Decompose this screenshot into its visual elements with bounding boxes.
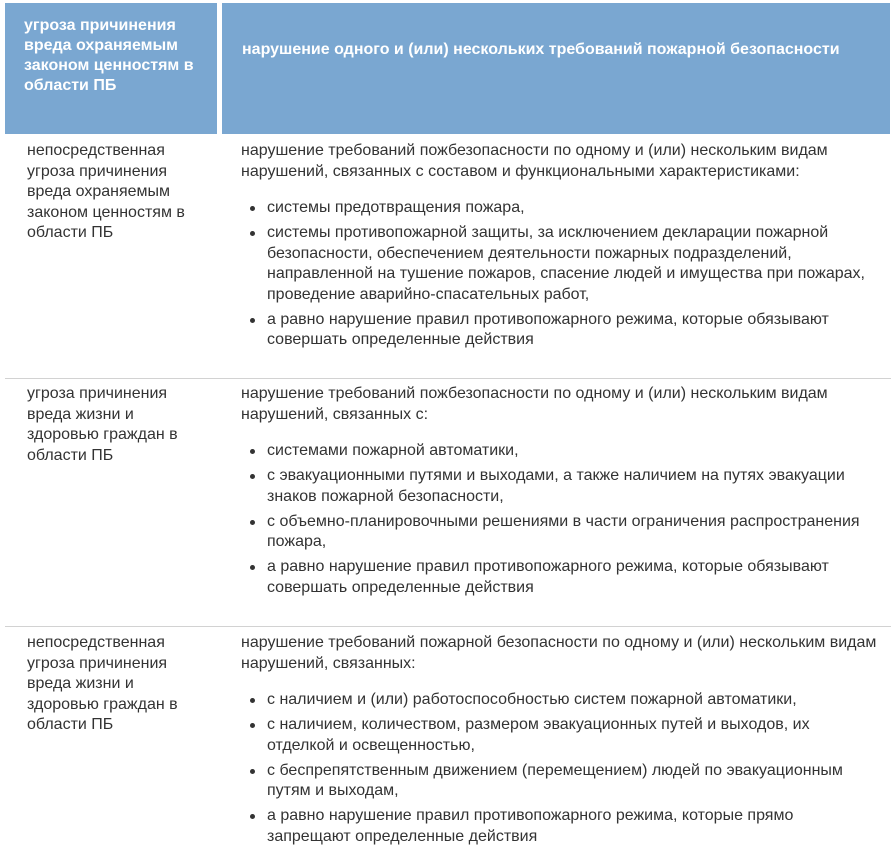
list-item: системы противопожарной защиты, за исключением декларации пожарной безопасности, обеспечением деятельности пожарных подразделений, направленной на тушение пожаров, спасение людей и имущества при пожарах, проведение аварийно-спасательных работ, [241, 223, 881, 305]
row-divider [5, 626, 891, 627]
list-item: а равно нарушение правил противопожарного режима, которые прямо запрещают определенные действия [241, 806, 881, 847]
violation-intro: нарушение требований пожарной безопасности по одному и (или) нескольким видам нарушений, связанных: [241, 634, 877, 672]
row-divider [5, 378, 891, 379]
list-item: а равно нарушение правил противопожарного режима, которые обязывают совершать определенные действия [241, 557, 881, 598]
list-item: с эвакуационными путями и выходами, а также наличием на путях эвакуации знаков пожарной безопасности, [241, 466, 881, 507]
threat-cell: непосредственная угроза причинения вреда охраняемым законом ценностям в области ПБ [27, 142, 185, 241]
violation-cell [241, 633, 881, 852]
violation-list [241, 690, 881, 847]
violation-cell [241, 384, 881, 603]
list-item: системами пожарной автоматики, [241, 441, 881, 462]
violation-list [241, 198, 881, 351]
violation-intro: нарушение требований пожбезопасности по одному и (или) нескольким видам нарушений, связанных с составом и функциональными характеристиками: [241, 142, 828, 180]
violation-cell [241, 141, 881, 355]
list-item: с наличием и (или) работоспособностью систем пожарной автоматики, [241, 690, 881, 711]
header-violation-label: нарушение одного и (или) нескольких требований пожарной безопасности [242, 41, 840, 58]
list-item: с наличием, количеством, размером эвакуационных путей и выходов, их отделкой и освещенностью, [241, 715, 881, 756]
violation-list [241, 441, 881, 598]
header-threat-label: угроза причинения вреда охраняемым законом ценностям в области ПБ [24, 17, 194, 94]
list-item: с беспрепятственным движением (перемещением) людей по эвакуационным путям и выходам, [241, 761, 881, 802]
threat-cell: угроза причинения вреда жизни и здоровью граждан в области ПБ [27, 385, 178, 464]
list-item: системы предотвращения пожара, [241, 198, 881, 219]
threat-cell: непосредственная угроза причинения вреда жизни и здоровью граждан в области ПБ [27, 634, 178, 733]
list-item: с объемно-планировочными решениями в части ограничения распространения пожара, [241, 512, 881, 553]
list-item: а равно нарушение правил противопожарного режима, которые обязывают совершать определенные действия [241, 310, 881, 351]
violation-intro: нарушение требований пожбезопасности по одному и (или) нескольким видам нарушений, связанных с: [241, 385, 828, 423]
header-threat-column [5, 3, 217, 134]
header-violation-column [222, 3, 890, 134]
